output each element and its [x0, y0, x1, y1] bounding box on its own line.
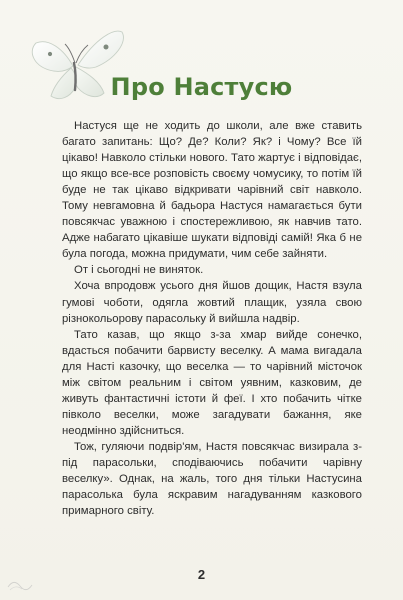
page-title: Про Настусю — [110, 73, 293, 101]
story-text — [62, 118, 362, 519]
paragraph: Тож, гуляючи подвір'ям, Настя повсякчас визирала з-під парасольки, сподіваючись побачити чарівну веселку». Однак, на жаль, того дня тільки Настусина парасолька була яскравим нагадуванням казкового примарного світу. — [62, 440, 362, 518]
paragraph: Настуся ще не ходить до школи, але вже ставить багато запитань: Що? Де? Коли? Як? і Чому? Все їй цікаво! Навколо стільки нового. Тато жартує і відповідає, що якщо все-все розповість своєму чомусику, то потім їй буде не так цікаво відкривати чарівний світ навколо. Тому невгамовна й бадьора Настуся намагається бути повсякчас уважною і спостережливою, як навчив тато. Адже набагато цікавіше шукати відповіді самій! Яка б не була погода, можна придумати, чим себе зайняти. — [62, 120, 362, 261]
corner-mark-icon — [6, 577, 34, 593]
page-number: 2 — [197, 567, 206, 582]
paragraph: От і сьогодні не виняток. — [74, 264, 204, 277]
paragraph: Хоча впродовж усього дня йшов дощик, Настя взула гумові чоботи, одягла жовтий плащик, узяла свою різнокольорову парасольку й вийшла надвір. — [62, 280, 362, 325]
paragraph: Тато казав, що якщо з-за хмар вийде сонечко, вдасться побачити барвисту веселку. А мама вигадала для Насті казочку, що веселка — то чарівний місточок між світом реальним і світом уявним, казковим, де живуть фантастичні істоти й феї. І хто побачить чітке півколо веселки, може загадувати бажання, яке неодмінно здійсниться. — [62, 328, 362, 437]
